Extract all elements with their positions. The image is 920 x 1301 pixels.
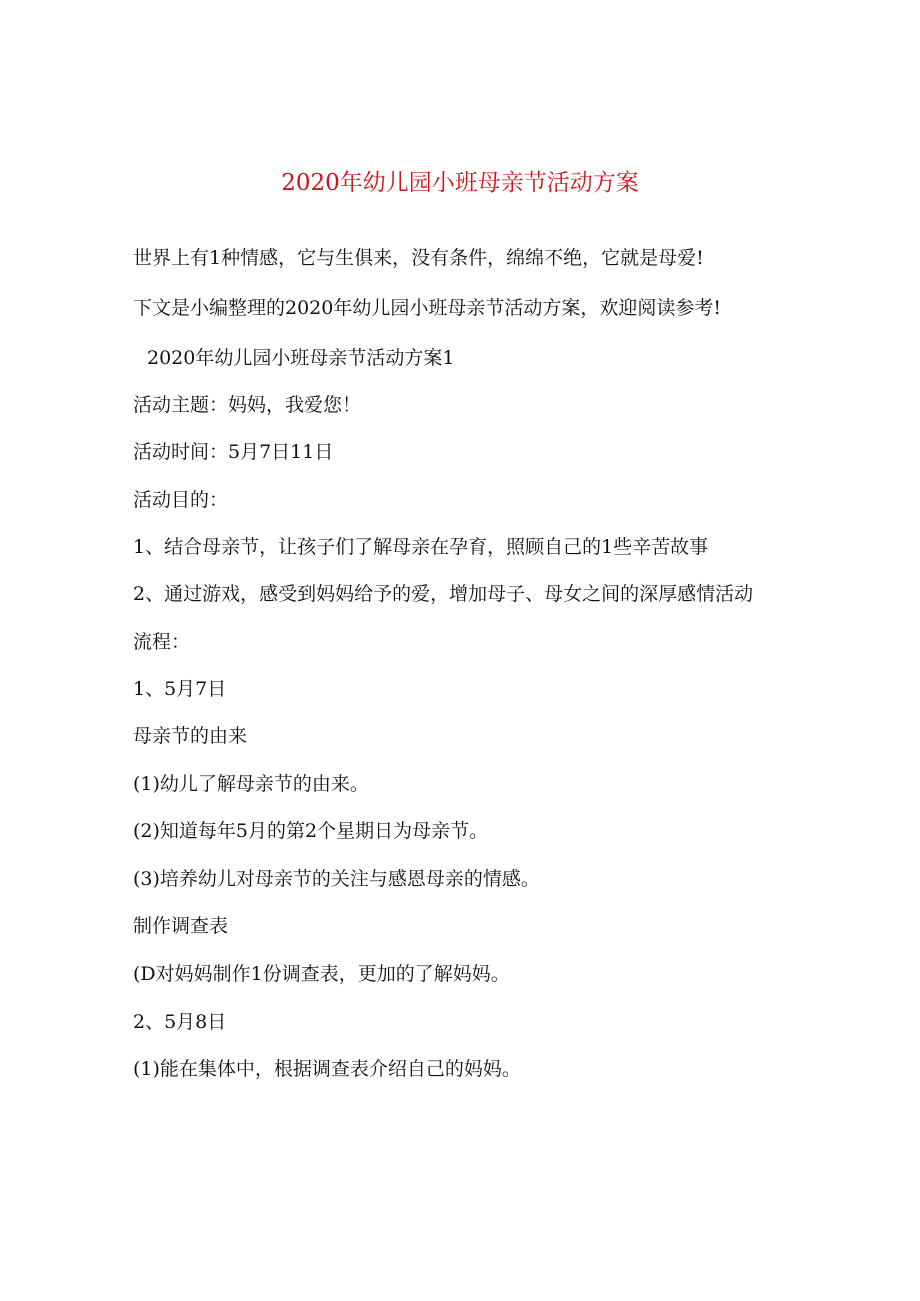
paragraph-line: 下文是小编整理的2020年幼儿园小班母亲节活动方案，欢迎阅读参考!: [133, 297, 721, 319]
document-title: 2020年幼儿园小班母亲节活动方案: [281, 170, 639, 196]
paragraph-line: (2)知道每年5月的第2个星期日为母亲节。: [133, 820, 489, 842]
paragraph-line: 活动时间：5月7日11日: [133, 441, 334, 463]
paragraph-line: 活动目的：: [133, 489, 229, 511]
paragraph-line: (1)能在集体中，根据调查表介绍自己的妈妈。: [133, 1058, 521, 1080]
paragraph-line: 活动主题：妈妈，我爱您！: [133, 394, 362, 416]
paragraph-line: 2、通过游戏，感受到妈妈给予的爱，增加母子、母女之间的深厚感情活动: [133, 583, 754, 605]
paragraph-line: (3)培养幼儿对母亲节的关注与感恩母亲的情感。: [133, 868, 540, 890]
paragraph-line: 1、5月7日: [133, 678, 227, 700]
paragraph-line: 2、5月8日: [133, 1011, 227, 1033]
paragraph-line: 母亲节的由来: [133, 725, 248, 747]
section-heading: 2020年幼儿园小班母亲节活动方案1: [147, 347, 455, 369]
paragraph-line: 1、结合母亲节，让孩子们了解母亲在孕育，照顾自己的1些辛苦故事: [133, 536, 709, 558]
paragraph-line: (D对妈妈制作1份调查表，更加的了解妈妈。: [133, 963, 510, 985]
paragraph-line: 制作调查表: [133, 915, 229, 937]
paragraph-line: (1)幼儿了解母亲节的由来。: [133, 773, 369, 795]
paragraph-line: 流程：: [133, 631, 191, 653]
paragraph-line: 世界上有1种情感，它与生俱来，没有条件，绵绵不绝，它就是母爱!: [133, 247, 704, 269]
